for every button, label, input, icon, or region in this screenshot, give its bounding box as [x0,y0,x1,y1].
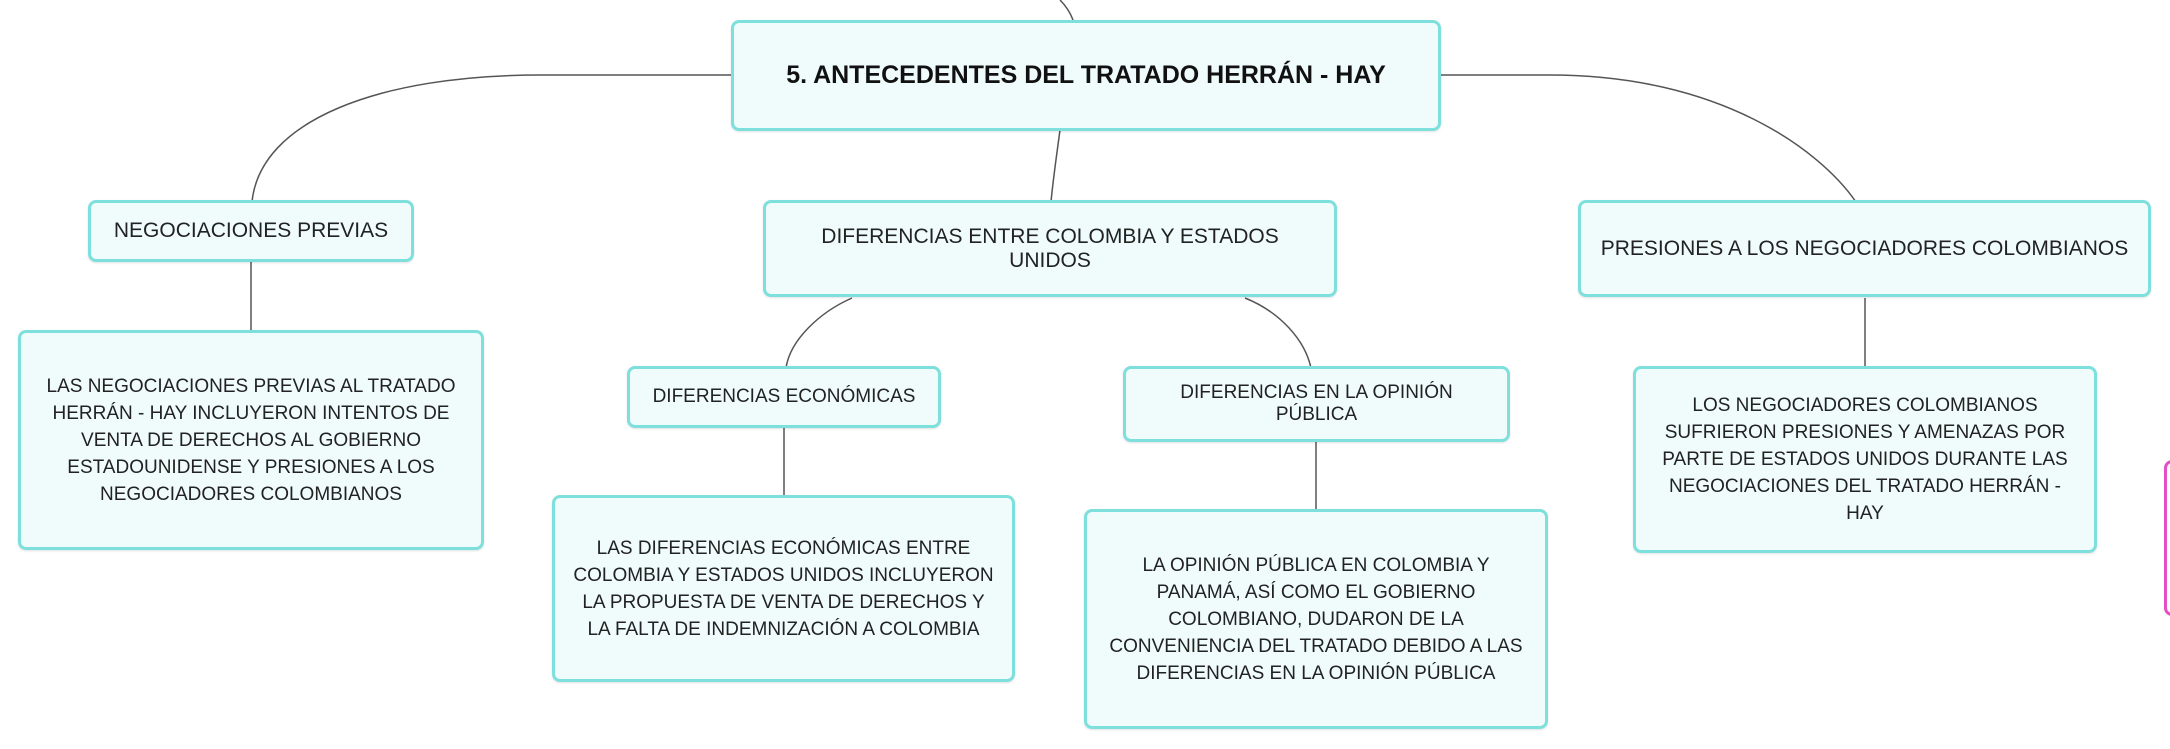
topic-label: PRESIONES A LOS NEGOCIADORES COLOMBIANOS [1600,236,2129,260]
connector-diferencias-opinion [1245,298,1311,368]
topic-diferencias-colombia-eeuu[interactable] [763,200,1337,297]
connector-root-presiones [1439,75,1856,202]
topic-label: NEGOCIACIONES PREVIAS [113,219,389,242]
detail-text: LAS NEGOCIACIONES PREVIAS AL TRATADO HERRÁN - HAY INCLUYERON INTENTOS DE VENTA DE DERECHOS AL GOBIERNO ESTADOUNIDENSE Y PRESIONES A LOS NEGOCIADORES COLOMBIANOS [46,375,456,505]
detail-presiones-negociadores[interactable] [1633,366,2097,553]
subtopic-diferencias-economicas[interactable] [627,366,941,428]
subtopic-diferencias-opinion-publica[interactable] [1123,366,1510,442]
connector-diferencias-economicas [786,298,852,368]
connector-incoming [1060,0,1073,20]
detail-negociaciones-previas[interactable] [18,330,484,550]
subtopic-label: DIFERENCIAS EN LA OPINIÓN PÚBLICA [1180,382,1453,425]
detail-text: LA OPINIÓN PÚBLICA EN COLOMBIA Y PANAMÁ, ASÍ COMO EL GOBIERNO COLOMBIANO, DUDARON DE LA CONVENIENCIA DEL TRATADO DEBIDO A LAS DIFERENCIAS EN LA OPINIÓN PÚBLICA [1109,554,1523,684]
topic-presiones-negociadores[interactable] [1578,200,2151,297]
root-topic[interactable] [731,20,1441,131]
detail-diferencias-opinion-publica[interactable] [1084,509,1548,729]
connector-root-previas [252,75,733,202]
detail-text: LOS NEGOCIADORES COLOMBIANOS SUFRIERON PRESIONES Y AMENAZAS POR PARTE DE ESTADOS UNIDOS DURANTE LAS NEGOCIACIONES DEL TRATADO HERRÁN - HAY [1662,395,2068,524]
detail-diferencias-economicas[interactable] [552,495,1015,682]
connector-root-diferencias [1051,130,1060,202]
topic-label: DIFERENCIAS ENTRE COLOMBIA Y ESTADOS UNIDOS [821,224,1279,272]
root-topic-label: 5. ANTECEDENTES DEL TRATADO HERRÁN - HAY [786,61,1386,89]
offscreen-node-edge[interactable] [2164,460,2170,616]
subtopic-label: DIFERENCIAS ECONÓMICAS [652,386,916,407]
detail-text: LAS DIFERENCIAS ECONÓMICAS ENTRE COLOMBIA Y ESTADOS UNIDOS INCLUYERON LA PROPUESTA DE VENTA DE DERECHOS Y LA FALTA DE INDEMNIZACIÓN A COLOMBIA [573,537,994,640]
topic-negociaciones-previas[interactable] [88,200,414,262]
